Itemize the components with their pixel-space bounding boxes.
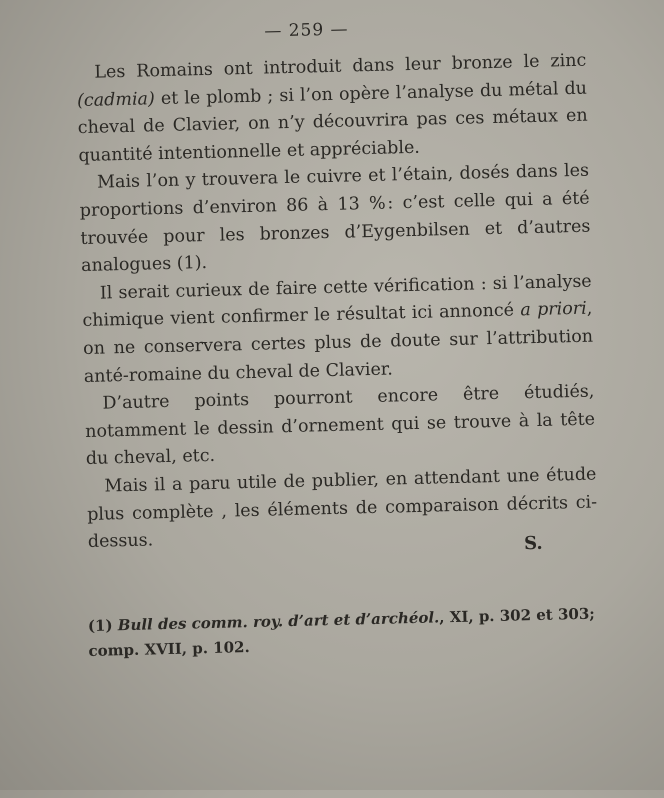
paragraph-5: Mais il a paru utile de publier, en attendant une étude plus complète , les éléments de comparaison décrits ci-dessus. — [86, 464, 598, 553]
main-text — [76, 48, 598, 557]
footnote-marker: (1) — [87, 616, 119, 635]
footnote-rest: , XI, p. 302 et 303; comp. XVII, p. 102. — [88, 604, 596, 660]
page-number: — 259 — — [264, 19, 349, 42]
paragraph-3: Il serait curieux de faire cette vérification : si l’analyse chimique vient confirmer le résultat ici annoncé a priori, on ne conservera certes plus de doute sur l’attribution anté-romaine du cheval de Clavier. — [82, 271, 594, 387]
paragraph-2: Mais l’on y trouvera le cuivre et l’étain, dosés dans les proportions d’environ 86 à 13 % : c’est celle qui a été trouvée pour les bronzes d’Eygenbilsen et d’autres analogues (1). — [79, 160, 591, 277]
signature: S. — [523, 532, 543, 555]
italic-term: (cadmia) — [76, 88, 156, 111]
italic-term: a priori — [520, 299, 587, 321]
footnote-title: Bull des comm. roy. d’art et d’archéol. — [117, 608, 440, 635]
footnote — [88, 601, 609, 664]
paragraph-4: D’autre points pourront encore être étudiés, notamment le dessin d’ornement qui se trouve à la tête du cheval, etc. — [84, 381, 596, 470]
paragraph-1: Les Romains ont introduit dans leur bronze le zinc (cadmia) et le plomb ; si l’on opère l’analyse du métal du cheval de Clavier, on n’y découvrira pas ces métaux en quantité intentionnelle et appréciable. — [76, 50, 588, 166]
